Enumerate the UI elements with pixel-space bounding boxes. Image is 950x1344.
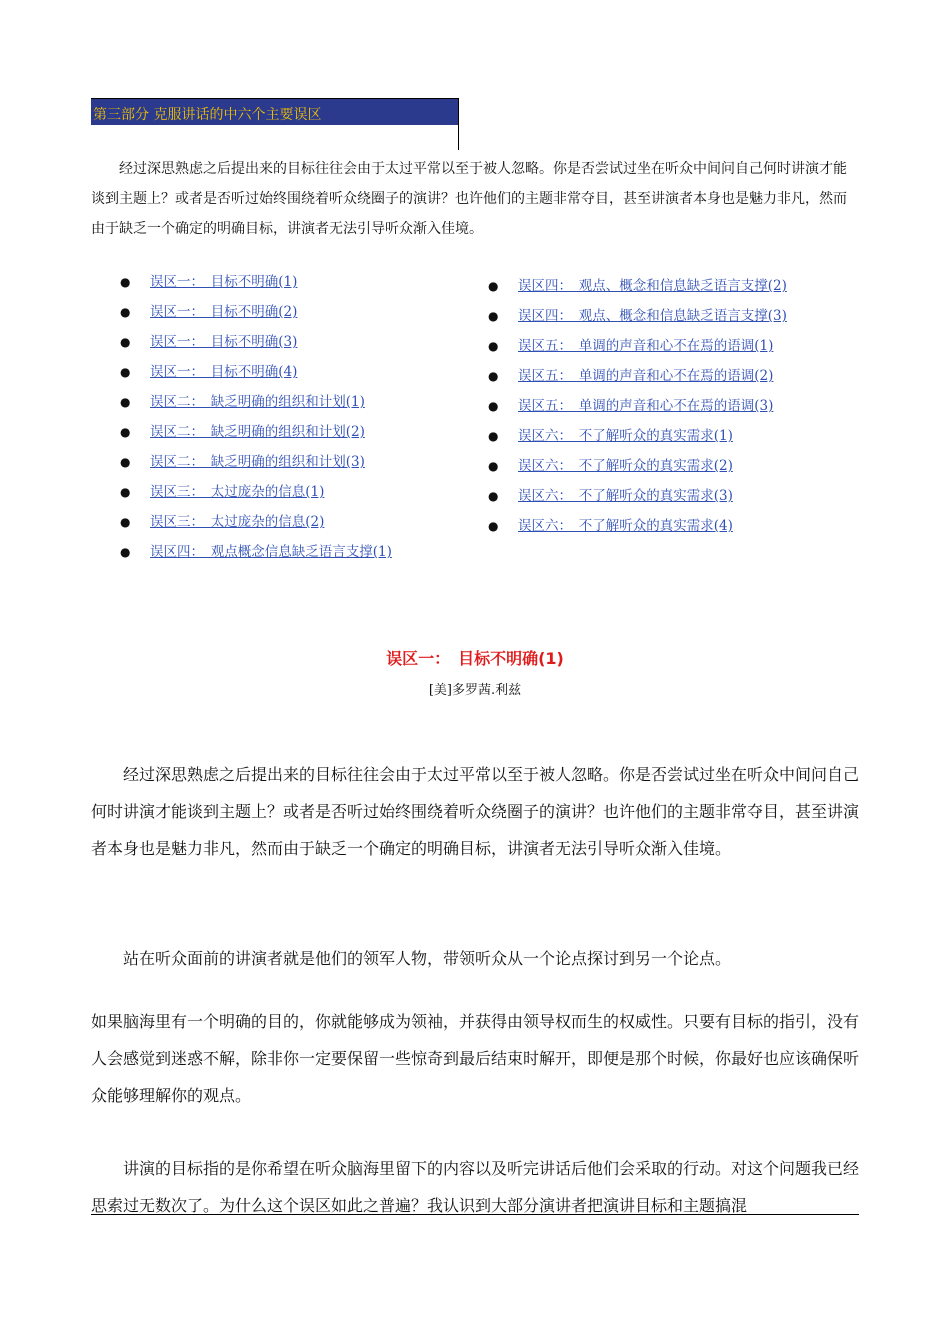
toc-item <box>120 390 392 420</box>
body-paragraph: 如果脑海里有一个明确的目的，你就能够成为领袖，并获得由领导权而生的权威性。只要有目标的指引，没有人会感觉到迷惑不解，除非你一定要保留一些惊奇到最后结束时解开，即便是那个时候，你最好也应该确保听众能够理解你的观点。 <box>91 1012 860 1105</box>
toc-link[interactable]: 误区五： 单调的声音和心不在焉的语调(1) <box>518 338 774 354</box>
toc-link[interactable]: 误区四： 观点、概念和信息缺乏语言支撑(2) <box>518 278 787 294</box>
bullet-icon: ● <box>488 339 499 353</box>
toc-item <box>488 484 787 514</box>
toc-link[interactable]: 误区二： 缺乏明确的组织和计划(1) <box>150 394 365 410</box>
body-paragraph: 站在听众面前的讲演者就是他们的领军人物，带领听众从一个论点探讨到另一个论点。 <box>123 949 732 968</box>
toc-link[interactable]: 误区一： 目标不明确(2) <box>150 304 298 320</box>
toc-item <box>488 454 787 484</box>
toc-item <box>120 510 392 540</box>
bullet-icon: ● <box>120 335 131 349</box>
toc-item <box>120 330 392 360</box>
toc-item <box>120 540 392 570</box>
toc-link[interactable]: 误区二： 缺乏明确的组织和计划(3) <box>150 454 365 470</box>
toc-link[interactable]: 误区六： 不了解听众的真实需求(4) <box>518 518 733 534</box>
bullet-icon: ● <box>488 519 499 533</box>
bullet-icon: ● <box>488 489 499 503</box>
bullet-icon: ● <box>120 485 131 499</box>
toc-right-column <box>488 274 787 544</box>
toc-item <box>488 514 787 544</box>
toc-item <box>488 334 787 364</box>
bullet-icon: ● <box>488 309 499 323</box>
bullet-icon: ● <box>488 279 499 293</box>
toc-item <box>120 450 392 480</box>
toc-item <box>120 480 392 510</box>
toc-left-column <box>120 270 392 570</box>
bullet-icon: ● <box>488 459 499 473</box>
toc-link[interactable]: 误区五： 单调的声音和心不在焉的语调(3) <box>518 398 774 414</box>
bullet-icon: ● <box>488 399 499 413</box>
toc-link[interactable]: 误区二： 缺乏明确的组织和计划(2) <box>150 424 365 440</box>
bullet-icon: ● <box>120 515 131 529</box>
toc-link[interactable]: 误区四： 观点概念信息缺乏语言支撑(1) <box>150 544 392 560</box>
toc-link[interactable]: 误区五： 单调的声音和心不在焉的语调(2) <box>518 368 774 384</box>
part-title: 第三部分 克服讲话的中六个主要误区 <box>93 107 322 123</box>
body-paragraph: 讲演的目标指的是你希望在听众脑海里留下的内容以及听完讲话后他们会采取的行动。对这个问题我已经思索过无数次了。为什么这个误区如此之普遍？我认识到大部分演讲者把演讲目标和主题搞混 <box>91 1159 860 1215</box>
bullet-icon: ● <box>120 305 131 319</box>
toc-item <box>120 300 392 330</box>
toc-link[interactable]: 误区一： 目标不明确(3) <box>150 334 298 350</box>
toc-item <box>488 274 787 304</box>
toc-item <box>488 304 787 334</box>
bullet-icon: ● <box>120 275 131 289</box>
body-paragraph: 经过深思熟虑之后提出来的目标往往会由于太过平常以至于被人忽略。你是否尝试过坐在听众中间问自己何时讲演才能谈到主题上？或者是否听过始终围绕着听众绕圈子的演讲？也许他们的主题非常夺目，甚至讲演者本身也是魅力非凡，然而由于缺乏一个确定的明确目标，讲演者无法引导听众渐入佳境。 <box>91 765 860 858</box>
toc-link[interactable]: 误区四： 观点、概念和信息缺乏语言支撑(3) <box>518 308 787 324</box>
toc-item <box>488 394 787 424</box>
bullet-icon: ● <box>120 395 131 409</box>
bullet-icon: ● <box>120 425 131 439</box>
bullet-icon: ● <box>120 365 131 379</box>
section-author: [美]多罗茜.利兹 <box>428 683 522 698</box>
toc-item <box>120 420 392 450</box>
toc-item <box>488 364 787 394</box>
toc-item <box>120 360 392 390</box>
toc-link[interactable]: 误区六： 不了解听众的真实需求(1) <box>518 428 733 444</box>
bullet-icon: ● <box>120 455 131 469</box>
bullet-icon: ● <box>488 369 499 383</box>
bullet-icon: ● <box>488 429 499 443</box>
toc-link[interactable]: 误区三： 太过庞杂的信息(2) <box>150 514 325 530</box>
bullet-icon: ● <box>120 545 131 559</box>
toc-link[interactable]: 误区三： 太过庞杂的信息(1) <box>150 484 325 500</box>
section-title: 误区一： 目标不明确(1) <box>386 649 564 668</box>
bottom-rule <box>91 1214 859 1215</box>
toc-link[interactable]: 误区一： 目标不明确(4) <box>150 364 298 380</box>
toc-link[interactable]: 误区六： 不了解听众的真实需求(3) <box>518 488 733 504</box>
intro-paragraph: 经过深思熟虑之后提出来的目标往往会由于太过平常以至于被人忽略。你是否尝试过坐在听众中间问自己何时讲演才能谈到主题上？或者是否听过始终围绕着听众绕圈子的演讲？也许他们的主题非常夺目，甚至讲演者本身也是魅力非凡，然而由于缺乏一个确定的明确目标，讲演者无法引导听众渐入佳境。 <box>91 161 847 237</box>
toc-link[interactable]: 误区一： 目标不明确(1) <box>150 274 298 290</box>
toc-link[interactable]: 误区六： 不了解听众的真实需求(2) <box>518 458 733 474</box>
toc-item <box>120 270 392 300</box>
toc-item <box>488 424 787 454</box>
